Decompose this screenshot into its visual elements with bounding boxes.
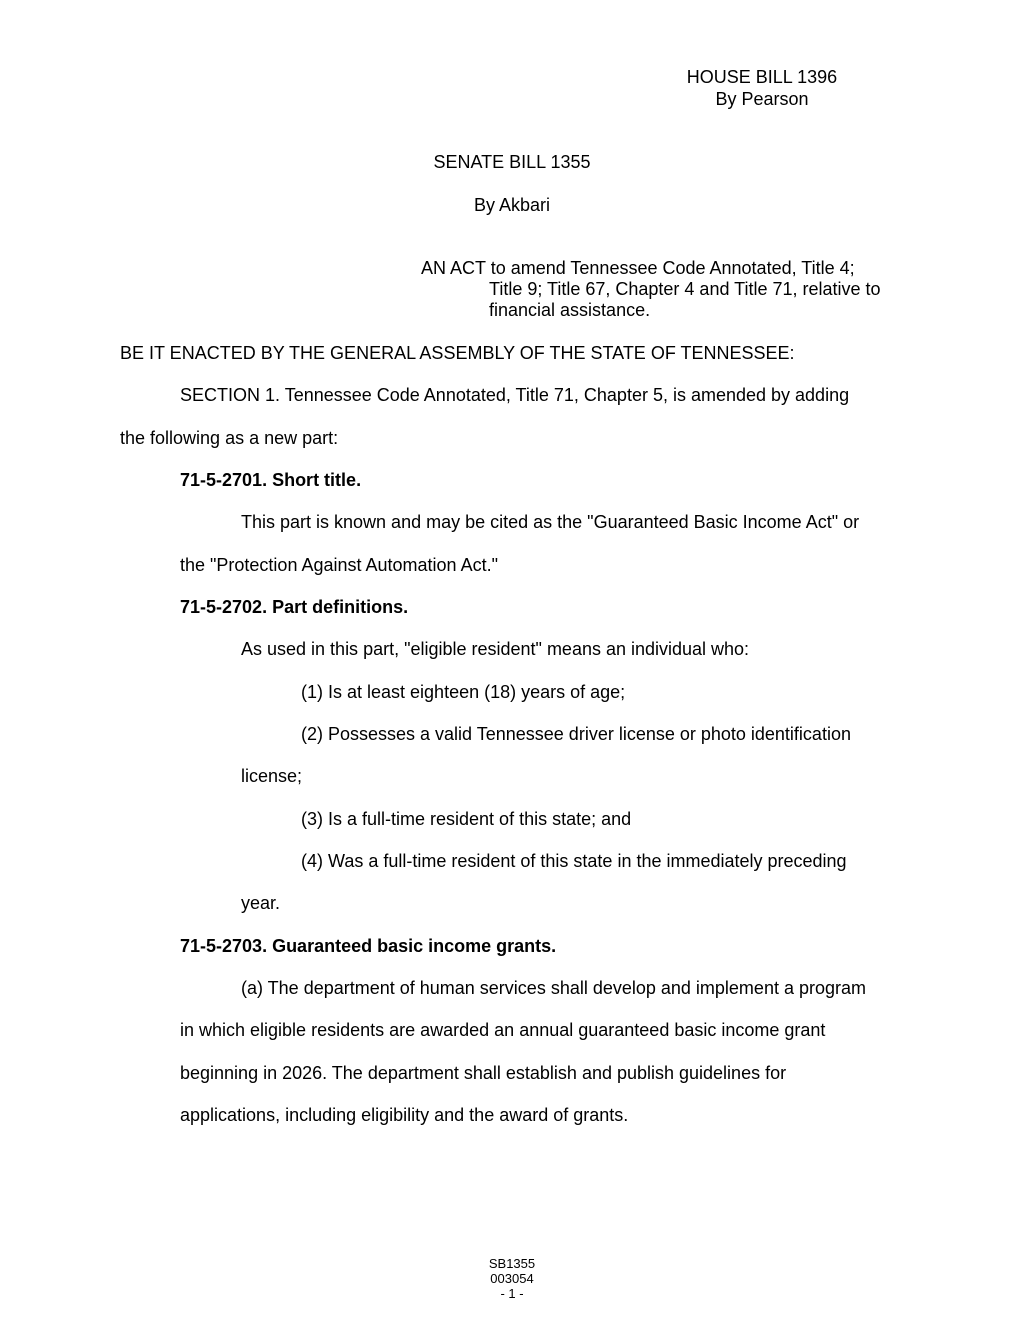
paragraph-line: This part is known and may be cited as the "Guaranteed Basic Income Act" or <box>241 512 860 532</box>
senate-bill-number: SENATE BILL 1355 <box>433 152 591 172</box>
footer-doc-number: 003054 <box>490 1271 534 1286</box>
senate-bill-sponsor: By Akbari <box>473 195 551 215</box>
list-item: (1) Is at least eighteen (18) years of age; <box>301 682 626 702</box>
paragraph-line: in which eligible residents are awarded an annual guaranteed basic income grant <box>180 1020 826 1040</box>
list-item-continuation: year. <box>241 893 281 913</box>
section-heading: 71-5-2703. Guaranteed basic income grants. <box>180 936 557 956</box>
page-footer <box>462 1256 562 1301</box>
paragraph-line: beginning in 2026. The department shall establish and publish guidelines for <box>180 1063 787 1083</box>
list-item: (3) Is a full-time resident of this state; and <box>301 809 632 829</box>
footer-bill-code: SB1355 <box>488 1256 536 1271</box>
act-title-line: financial assistance. <box>489 300 651 320</box>
enacting-clause: BE IT ENACTED BY THE GENERAL ASSEMBLY OF THE STATE OF TENNESSEE: <box>120 343 795 363</box>
act-title-line: AN ACT to amend Tennessee Code Annotated, Title 4; <box>421 258 855 278</box>
paragraph-line: (a) The department of human services shall develop and implement a program <box>241 978 866 998</box>
section-heading: 71-5-2702. Part definitions. <box>180 597 409 617</box>
paragraph-line: applications, including eligibility and the award of grants. <box>180 1105 629 1125</box>
footer-page-number: - 1 - <box>500 1286 524 1301</box>
section-1-line: the following as a new part: <box>120 428 339 448</box>
section-1-line: SECTION 1. Tennessee Code Annotated, Title 71, Chapter 5, is amended by adding <box>180 385 850 405</box>
act-title <box>421 258 901 321</box>
list-item: (2) Possesses a valid Tennessee driver license or photo identification <box>301 724 851 744</box>
paragraph-line: the "Protection Against Automation Act." <box>180 555 498 575</box>
section-heading: 71-5-2701. Short title. <box>180 470 362 490</box>
list-item: (4) Was a full-time resident of this state in the immediately preceding <box>301 851 847 871</box>
paragraph-line: As used in this part, "eligible resident" means an individual who: <box>241 639 750 659</box>
house-bill-sponsor: By Pearson <box>715 89 809 109</box>
list-item-continuation: license; <box>241 766 303 786</box>
act-title-line: Title 9; Title 67, Chapter 4 and Title 71, relative to <box>489 279 881 299</box>
house-bill-number: HOUSE BILL 1396 <box>686 67 838 87</box>
